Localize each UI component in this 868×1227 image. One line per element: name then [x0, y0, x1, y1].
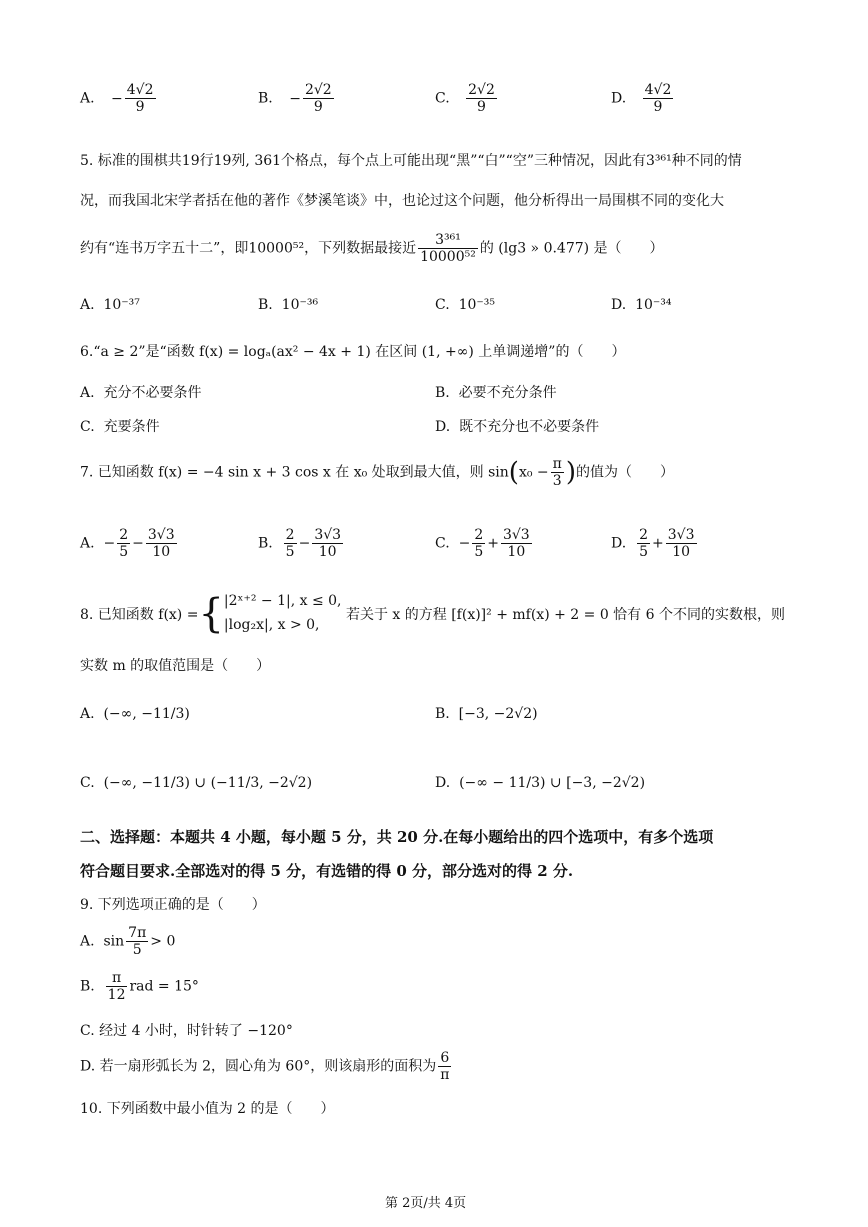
- q5-text-post: 的 (lg3 » 0.477) 是（ ）: [479, 240, 664, 257]
- q7-stem: 7. 已知函数 f(x) = −4 sin x + 3 cos x 在 x₀ 处取到最大值，则 sin(x₀ − $\frac{\pi}{3}$ )的值为（ ）: [80, 456, 674, 490]
- fraction: [466, 82, 497, 115]
- q6-option-c: C. 充要条件: [80, 419, 160, 435]
- numerator: 2√2: [304, 82, 332, 98]
- option-label: C.: [435, 90, 450, 107]
- q9-option-a: A. sin $\frac{7\pi}{5}$ > 0: [80, 925, 176, 959]
- q5-option-c: C. 10⁻³⁵: [435, 297, 496, 313]
- q9-option-b: B. $\frac{\pi}{12}$ rad = 15°: [80, 970, 199, 1004]
- denominator: 9: [477, 99, 486, 116]
- q9-stem: 9. 下列选项正确的是（ ）: [80, 897, 266, 913]
- q5-text: 约有“连书万字五十二”，即10000⁵²，下列数据最接近: [80, 240, 417, 257]
- q9-option-d: D. 若一扇形弧长为 2，圆心角为 60°，则该扇形的面积为 $\frac{6}{\pi}$: [80, 1050, 450, 1084]
- q5-option-d: D. 10⁻³⁴: [611, 297, 672, 313]
- denominator: 9: [135, 99, 145, 116]
- q7-text-post: 的值为（ ）: [576, 464, 674, 481]
- q7-option-d: D. $\frac{2}{5}$ + $\frac{3√3}{10}$: [611, 527, 695, 561]
- piecewise-cases: |2ˣ⁺² − 1|, x ≤ 0, |log₂x|, x > 0,: [223, 593, 342, 633]
- q4-option-b: [258, 82, 336, 115]
- q4-option-d: [611, 82, 675, 115]
- q8-stem: 8. 已知函数 f(x) ={ |2ˣ⁺² − 1|, x ≤ 0, |log₂x|, x > 0, 若关于 x 的方程 [f(x)]² + mf(x) + 2 = 0 恰有 6 个不同的实数根，则: [80, 590, 785, 637]
- fraction: [643, 82, 674, 115]
- page-footer: 第 2页/共 4页: [385, 1196, 467, 1211]
- section-heading-line-2: 符合题目要求.全部选对的得 5 分，有选错的得 0 分，部分选对的得 2 分.: [80, 862, 574, 880]
- q5-option-b: B. 10⁻³⁶: [258, 297, 319, 313]
- q5-fraction: [418, 232, 478, 265]
- q8-option-b: B. [−3, −2√2): [435, 706, 538, 722]
- minus-sign: −: [111, 90, 123, 107]
- numerator: 4√2: [126, 82, 154, 98]
- numerator: 4√2: [644, 82, 672, 98]
- option-label: D.: [611, 90, 627, 107]
- q8-line-2: 实数 m 的取值范围是（ ）: [80, 658, 271, 674]
- q8-text-post: 若关于 x 的方程 [f(x)]² + mf(x) + 2 = 0 恰有 6 个不同的实数根，则: [345, 606, 785, 623]
- q7-option-a: A. − $\frac{2}{5}$ − $\frac{3√3}{10}$: [80, 527, 175, 561]
- fraction: [303, 82, 334, 115]
- denominator: 9: [653, 99, 663, 116]
- q4-option-c: [435, 82, 499, 115]
- denominator: 10000⁵²: [420, 249, 476, 266]
- numerator: 2√2: [468, 82, 495, 98]
- q7-text: 7. 已知函数 f(x) = −4 sin x + 3 cos x 在 x₀ 处取到最大值，则 sin: [80, 464, 509, 481]
- q5-line-3: [80, 232, 664, 265]
- q8-text: 8. 已知函数 f(x) =: [80, 606, 199, 623]
- q5-line-2: 况，而我国北宋学者括在他的著作《梦溪笔谈》中，也论过这个问题，他分析得出一局围棋不同的变化大: [80, 193, 724, 209]
- q8-option-d: D. (−∞ − 11/3) ∪ [−3, −2√2): [435, 775, 646, 791]
- q4-option-a: [80, 82, 158, 115]
- q6-option-a: A. 充分不必要条件: [80, 385, 202, 401]
- q10-stem: 10. 下列函数中最小值为 2 的是（ ）: [80, 1101, 335, 1117]
- pi-over-3: $\frac{\pi}{3}$: [552, 456, 562, 490]
- option-label: B.: [258, 90, 273, 107]
- minus-sign: −: [289, 90, 301, 107]
- q7-option-c: C. − $\frac{2}{5}$ + $\frac{3√3}{10}$: [435, 527, 530, 561]
- numerator: 3³⁶¹: [418, 232, 478, 249]
- q6-option-d: D. 既不充分也不必要条件: [435, 419, 600, 435]
- q6-option-b: B. 必要不充分条件: [435, 385, 557, 401]
- q7-arg: x₀ −: [518, 464, 549, 481]
- q5-line-1: 5. 标准的围棋共19行19列, 361个格点，每个点上可能出现“黑”“白”“空”三种情况，因此有3³⁶¹种不同的情: [80, 153, 742, 169]
- denominator: 9: [313, 99, 323, 116]
- q7-option-b: B. $\frac{2}{5}$ − $\frac{3√3}{10}$: [258, 527, 342, 561]
- fraction: [125, 82, 156, 115]
- q5-option-a: A. 10⁻³⁷: [80, 297, 140, 313]
- q8-option-c: C. (−∞, −11/3) ∪ (−11/3, −2√2): [80, 775, 313, 791]
- option-label: A.: [80, 90, 95, 107]
- q6-stem: 6.“a ≥ 2”是“函数 f(x) = logₐ(ax² − 4x + 1) 在区间 (1, +∞) 上单调递增”的（ ）: [80, 344, 626, 360]
- q8-option-a: A. (−∞, −11/3): [80, 706, 190, 722]
- q9-option-c: C. 经过 4 小时，时针转了 −120°: [80, 1023, 293, 1039]
- section-heading-line-1: 二、选择题：本题共 4 小题，每小题 5 分，共 20 分.在每小题给出的四个选项中，有多个选项: [80, 828, 714, 846]
